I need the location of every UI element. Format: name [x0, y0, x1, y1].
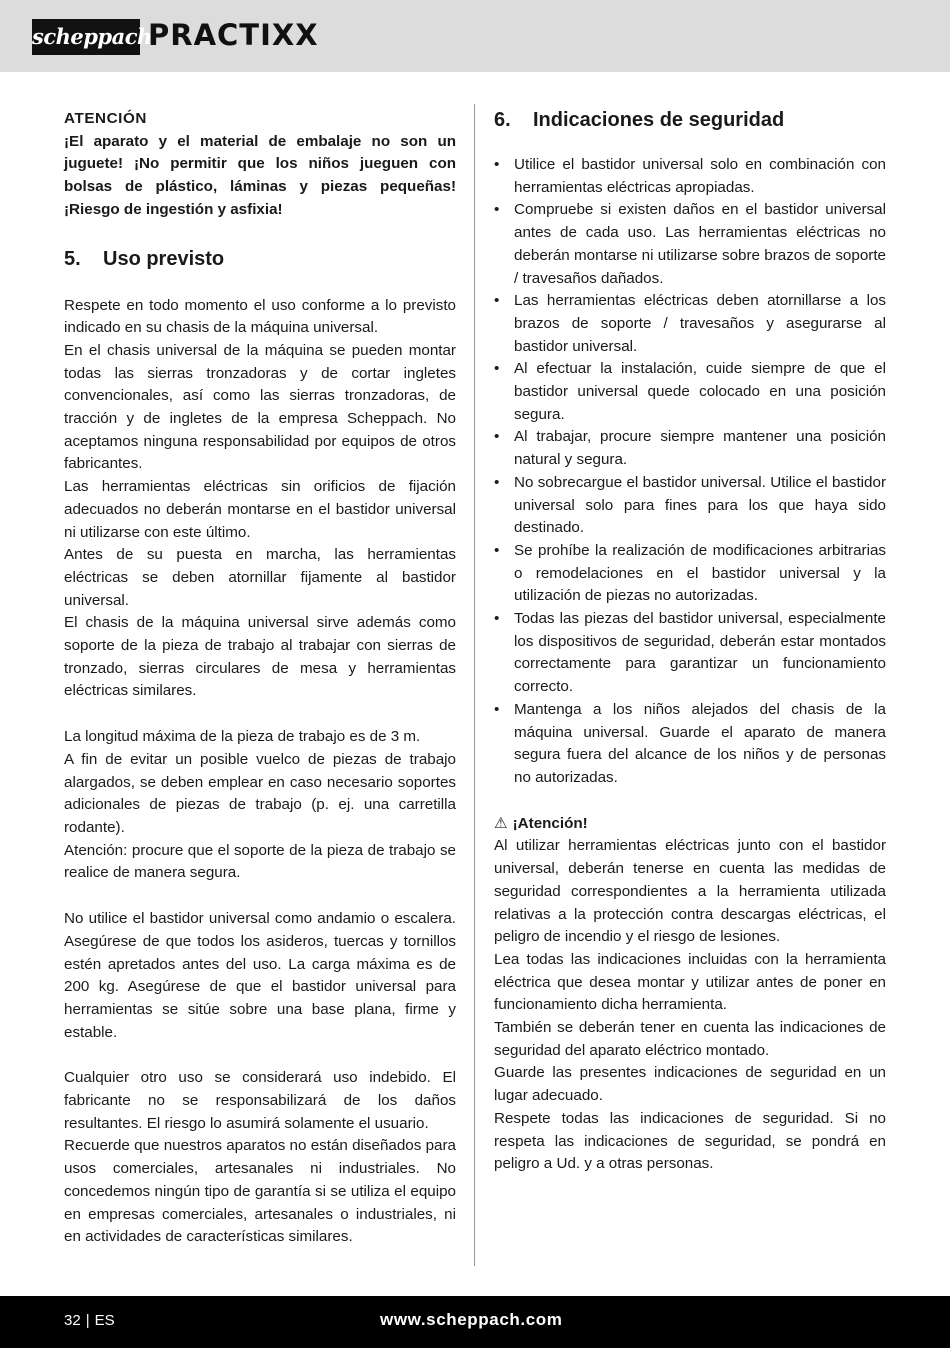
page-header — [0, 0, 950, 72]
left-column — [64, 108, 456, 1249]
bullet-icon: • — [494, 201, 500, 219]
section-5-title: Uso previsto — [103, 247, 225, 270]
list-item — [494, 199, 886, 290]
paragraph: A fin de evitar un posible vuelco de piezas de trabajo alargados, se deben emplear en caso necesario soportes adicionales de piezas de trabajo (p. ej. una carretilla rodante). — [64, 750, 456, 836]
section-5-heading — [64, 245, 456, 273]
paragraph: La longitud máxima de la pieza de trabajo es de 3 m. — [64, 728, 421, 746]
list-item — [494, 608, 886, 699]
bullet-icon: • — [494, 473, 500, 491]
bullet-icon: • — [494, 700, 500, 718]
page-footer — [0, 1296, 950, 1348]
safety-list — [494, 154, 886, 790]
list-item-text: Compruebe si existen daños en el bastidor universal antes de cada uso. Las herramientas eléctricas no deberán montarse ni utilizarse sobre brazos de soporte / travesaños dañados. — [514, 201, 886, 287]
warning-triangle-icon: ⚠ — [494, 814, 508, 832]
list-item-text: Se prohíbe la realización de modificaciones arbitrarias o remodelaciones en el bastidor universal y la utilización de piezas no autorizadas. — [514, 541, 886, 605]
list-item — [494, 154, 886, 199]
column-divider — [474, 104, 475, 1266]
paragraph: No utilice el bastidor universal como andamio o escalera. Asegúrese de que todos los asideros, tuercas y tornillos estén apretados antes del uso. La carga máxima es de 200 kg. Asegúrese de que el bastidor universal para herramientas se sitúe sobre una base plana, firme y estable. — [64, 910, 456, 1041]
right-column — [494, 106, 886, 1176]
scheppach-logo: scheppach — [32, 19, 140, 55]
language-code: ES — [94, 1312, 115, 1329]
paragraph: Antes de su puesta en marcha, las herramientas eléctricas se deben atornillar fijamente al bastidor universal. — [64, 546, 456, 609]
list-item — [494, 290, 886, 358]
footer-separator: | — [85, 1312, 90, 1329]
section-6-number: 6. — [494, 109, 511, 131]
attention-title: ¡Atención! — [512, 814, 588, 832]
paragraph: En el chasis universal de la máquina se pueden montar todas las sierras tronzadoras y de cortar ingletes convencionales, así como las sierras tronzadoras, de tracción y de ingletes de la empresa Scheppach. No aceptamos ninguna responsabilidad por equipos de otros fabricantes. — [64, 341, 456, 473]
paragraph: Lea todas las indicaciones incluidas con la herramienta eléctrica que desea montar y utilizar antes de poner en funcionamiento dicha herramienta. — [494, 950, 886, 1014]
paragraph: Recuerde que nuestros aparatos no están diseñados para usos comerciales, artesanales ni industriales. No concedemos ningún tipo de garantía si se utiliza el equipo en empresas comerciales, artesanales o industriales, ni en actividades de características similares. — [64, 1137, 456, 1246]
bullet-icon: • — [494, 292, 500, 310]
list-item-text: Mantenga a los niños alejados del chasis de la máquina universal. Guarde el aparato de manera segura fuera del alcance de los niños y de personas no autorizadas. — [514, 700, 886, 786]
list-item — [494, 699, 886, 790]
warning-title: ATENCIÓN — [64, 110, 147, 127]
paragraph: Las herramientas eléctricas sin orificios de fijación adecuados no deberán montarse en el bastidor universal ni utilizarse con este último. — [64, 478, 456, 541]
list-item-text: Al efectuar la instalación, cuide siempre de que el bastidor universal quede colocado en una posición segura. — [514, 360, 886, 423]
bullet-icon: • — [494, 156, 500, 173]
paragraph: Respete en todo momento el uso conforme a lo previsto indicado en su chasis de la máquina universal. — [64, 296, 456, 337]
list-item-text: Todas las piezas del bastidor universal, especialmente los dispositivos de seguridad, deberán estar montados correctamente para garantizar un funcionamiento correcto. — [514, 610, 886, 696]
list-item — [494, 472, 886, 540]
list-item — [494, 426, 886, 471]
bullet-icon: • — [494, 360, 500, 378]
list-item — [494, 540, 886, 608]
bullet-icon: • — [494, 610, 500, 628]
list-item — [494, 358, 886, 426]
list-item-text: Al trabajar, procure siempre mantener una posición natural y segura. — [514, 428, 886, 469]
bullet-icon: • — [494, 428, 500, 446]
paragraph: Atención: procure que el soporte de la pieza de trabajo se realice de manera segura. — [64, 841, 456, 882]
paragraph: Respete todas las indicaciones de seguridad. Si no respeta las indicaciones de seguridad, se pondrá en peligro a Ud. y a otras personas. — [494, 1109, 886, 1173]
bullet-icon: • — [494, 541, 500, 559]
paragraph: Cualquier otro uso se considerará uso indebido. El fabricante no se responsabilizará de los daños resultantes. El riesgo lo asumirá solamente el usuario. — [64, 1069, 456, 1132]
section-6-title: Indicaciones de seguridad — [533, 109, 785, 131]
practixx-logo: PRACTIXX — [148, 18, 319, 52]
attention-heading — [494, 813, 886, 836]
paragraph: Guarde las presentes indicaciones de seguridad en un lugar adecuado. — [494, 1064, 886, 1105]
list-item-text: Las herramientas eléctricas deben atornillarse a los brazos de soporte / travesaños y asegurarse al bastidor universal. — [514, 292, 886, 355]
warning-text: ¡El aparato y el material de embalaje no son un juguete! ¡No permitir que los niños jueguen con bolsas de plástico, láminas y piezas pequeñas! ¡Riesgo de ingestión y asfixia! — [64, 132, 456, 218]
section-6-heading — [494, 106, 886, 134]
website-link[interactable]: www.scheppach.com — [380, 1310, 563, 1329]
page-number-block — [64, 1310, 115, 1332]
section-5-number: 5. — [64, 247, 81, 270]
paragraph: También se deberán tener en cuenta las indicaciones de seguridad del aparato eléctrico montado. — [494, 1019, 886, 1059]
list-item-text: Utilice el bastidor universal solo en combinación con herramientas eléctricas apropiadas. — [514, 156, 886, 196]
paragraph: Al utilizar herramientas eléctricas junto con el bastidor universal, deberán tenerse en cuenta las medidas de seguridad correspondientes a la herramienta utilizada relativas a la protección contra descargas eléctricas, el peligro de incendio y el riesgo de lesiones. — [494, 837, 886, 946]
paragraph: El chasis de la máquina universal sirve además como soporte de la pieza de trabajo al trabajar con sierras de tronzado, sierras circulares de mesa y herramientas eléctricas similares. — [64, 614, 456, 700]
list-item-text: No sobrecargue el bastidor universal. Utilice el bastidor universal solo para fines para los que haya sido destinado. — [514, 473, 886, 537]
page-number: 32 — [64, 1312, 81, 1329]
